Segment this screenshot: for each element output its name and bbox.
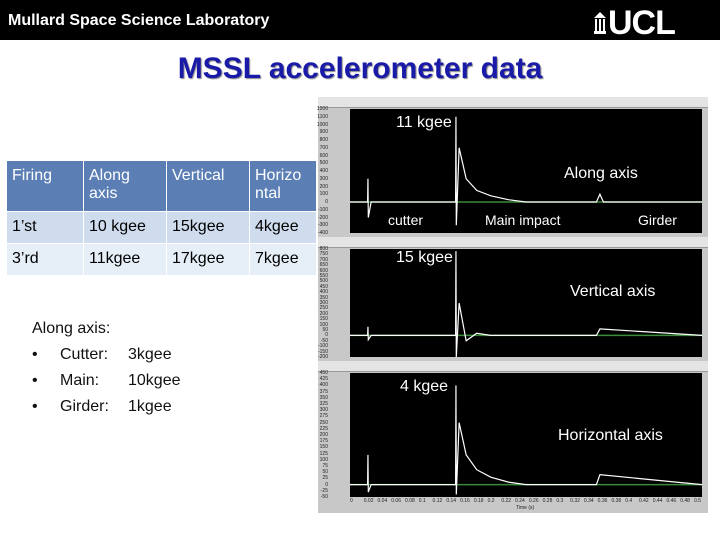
x-tick-label: 0.1 (418, 498, 426, 504)
y-tick-label: 500 (319, 160, 328, 167)
y-tick-label: 150 (319, 444, 328, 451)
table-cell: 17kgee (167, 244, 250, 276)
y-tick-label: 0 (325, 332, 328, 339)
list-item-label: Main: (60, 372, 100, 389)
series-line (350, 251, 702, 357)
x-tick-label: 0.3 (556, 498, 564, 504)
y-tick-label: 50 (322, 469, 328, 476)
list-item-value: 3kgee (128, 346, 172, 363)
girder-label: Girder (638, 212, 677, 228)
firing-table (6, 160, 317, 276)
y-tick-label: 700 (319, 256, 328, 263)
list-item-value: 10kgee (128, 372, 181, 389)
y-tick-label: 175 (319, 438, 328, 445)
table-row (7, 244, 317, 276)
list-item (32, 368, 181, 394)
y-tick-label: 750 (319, 251, 328, 258)
x-tick-label: 0.18 (473, 498, 484, 504)
x-tick-label: 0.32 (570, 498, 580, 504)
y-tick-label: 50 (322, 327, 328, 333)
cutter-label: cutter (388, 212, 424, 228)
panel-titlebar (318, 361, 708, 372)
table-cell: 7kgee (250, 244, 317, 276)
y-tick-label: 400 (319, 168, 328, 174)
y-tick-label: 650 (319, 262, 328, 269)
x-tick-label: 0.22 (501, 498, 512, 504)
y-tick-label: 325 (319, 401, 328, 407)
x-tick-label: 0.48 (680, 498, 690, 504)
y-tick-label: 800 (319, 137, 328, 143)
accelerometer-panels (318, 97, 708, 513)
x-tick-label: 0.16 (460, 498, 470, 504)
y-tick-label: 250 (319, 419, 328, 426)
y-tick-label: 100 (319, 321, 328, 328)
portico-icon (594, 12, 606, 34)
y-tick-label: 200 (319, 310, 328, 317)
x-tick-label: 0.14 (446, 498, 457, 504)
notes-heading: Along axis: (32, 320, 111, 337)
y-tick-label: -50 (320, 337, 328, 344)
y-tick-label: 300 (319, 175, 328, 182)
table-header-row (7, 161, 317, 212)
table-header-cell: Along axis (84, 161, 167, 212)
x-tick-label: 0.24 (515, 498, 525, 504)
y-tick-label: 300 (319, 407, 328, 414)
y-tick-label: -50 (320, 494, 328, 500)
list-item (32, 342, 181, 368)
peak-label: 15 kgee (396, 249, 453, 266)
table-header-cell: Vertical (167, 161, 250, 212)
list-item-value: 1kgee (128, 398, 172, 415)
y-tick-label: 100 (319, 191, 328, 198)
y-tick-label: 600 (319, 267, 328, 274)
y-tick-label: 125 (319, 450, 328, 457)
list-item-label: Girder: (60, 398, 109, 415)
x-tick-label: 0.2 (487, 498, 495, 504)
peak-label: 4 kgee (400, 378, 449, 395)
y-tick-label: 1200 (316, 106, 328, 112)
y-tick-label: 375 (319, 388, 328, 395)
y-tick-label: 1000 (316, 121, 328, 128)
table-header-cell: Horizo ntal (250, 161, 317, 212)
along-axis-notes (32, 316, 181, 420)
y-tick-label: 100 (319, 456, 328, 463)
ucl-logo (594, 4, 706, 42)
x-tick-label: 0.26 (528, 498, 539, 504)
y-tick-label: 400 (319, 382, 328, 389)
y-tick-label: 25 (322, 475, 328, 482)
table-cell: 15kgee (167, 212, 250, 244)
y-tick-label: 75 (322, 463, 328, 469)
y-tick-label: -400 (317, 230, 328, 236)
y-tick-label: -100 (317, 343, 328, 350)
table-cell: 3’rd (7, 244, 84, 276)
x-tick-label: 0.44 (652, 498, 663, 504)
y-tick-label: 0 (325, 481, 328, 488)
chart-panel-vertical (318, 237, 708, 359)
y-tick-label: 900 (319, 129, 328, 136)
x-tick-label: 0 (350, 498, 353, 504)
y-tick-label: -25 (320, 487, 328, 494)
bullet-icon: • (32, 398, 38, 415)
y-tick-label: 200 (319, 432, 328, 438)
peak-label: 11 kgee (396, 114, 452, 131)
table-cell: 1’st (7, 212, 84, 244)
table-row (7, 212, 317, 244)
x-tick-label: 0.42 (638, 498, 649, 504)
y-tick-label: 550 (319, 273, 328, 279)
x-axis-label: Time (s) (516, 505, 535, 511)
chart-panel-horizontal (318, 361, 708, 513)
bullet-icon: • (32, 346, 38, 363)
y-tick-label: -150 (317, 348, 328, 355)
y-tick-label: 150 (319, 316, 328, 323)
axis-label: Vertical axis (570, 283, 656, 300)
series-line (350, 117, 702, 226)
main-impact-label: Main impact (485, 212, 561, 228)
x-tick-label: 0.08 (405, 498, 415, 504)
table-header-cell: Firing (7, 161, 84, 212)
slide-title: MSSL accelerometer data (177, 52, 543, 85)
y-tick-label: 1100 (317, 113, 328, 120)
list-item-label: Cutter: (60, 346, 109, 363)
table-cell: 11kgee (84, 244, 167, 276)
axis-label: Along axis (564, 165, 638, 182)
panel-titlebar (318, 97, 708, 108)
x-tick-label: 0.34 (583, 498, 594, 504)
chart-panel-along (318, 97, 708, 235)
y-tick-label: 700 (319, 144, 328, 151)
y-tick-label: 600 (319, 152, 328, 159)
y-tick-label: 200 (319, 183, 328, 190)
y-tick-label: 425 (319, 376, 328, 383)
y-tick-label: 450 (319, 283, 328, 290)
x-tick-label: 0.36 (597, 498, 608, 504)
axis-label: Horizontal axis (558, 427, 663, 444)
y-tick-label: 350 (319, 394, 328, 401)
y-tick-label: 450 (319, 370, 328, 376)
ucl-wordmark: UCL (608, 4, 675, 42)
y-tick-label: -200 (317, 214, 328, 221)
y-tick-label: 250 (319, 305, 328, 312)
header-bar (0, 0, 720, 40)
y-tick-label: 225 (319, 425, 328, 432)
bullet-icon: • (32, 372, 38, 389)
y-tick-label: 500 (319, 278, 328, 285)
x-tick-label: 0.5 (694, 498, 701, 504)
table-cell: 10 kgee (84, 212, 167, 244)
x-tick-label: 0.04 (377, 498, 388, 504)
org-name: Mullard Space Science Laboratory (8, 12, 270, 29)
y-tick-label: 350 (319, 294, 328, 301)
y-tick-label: 300 (319, 300, 328, 306)
y-tick-label: -200 (317, 354, 328, 360)
y-tick-label: 0 (325, 199, 328, 205)
list-item (32, 394, 181, 420)
y-tick-label: -100 (317, 206, 328, 213)
y-tick-label: 275 (319, 413, 328, 420)
panel-titlebar (318, 237, 708, 248)
table-cell: 4kgee (250, 212, 317, 244)
y-tick-label: 400 (319, 289, 328, 296)
x-tick-label: 0.46 (666, 498, 677, 504)
y-tick-label: -300 (317, 222, 328, 229)
x-tick-label: 0.28 (542, 498, 553, 504)
x-tick-label: 0.38 (611, 498, 622, 504)
x-tick-label: 0.02 (363, 498, 374, 504)
x-tick-label: 0.06 (391, 498, 401, 504)
x-tick-label: 0.12 (432, 498, 443, 504)
y-tick-label: 800 (319, 246, 328, 252)
x-tick-label: 0.4 (625, 498, 633, 504)
